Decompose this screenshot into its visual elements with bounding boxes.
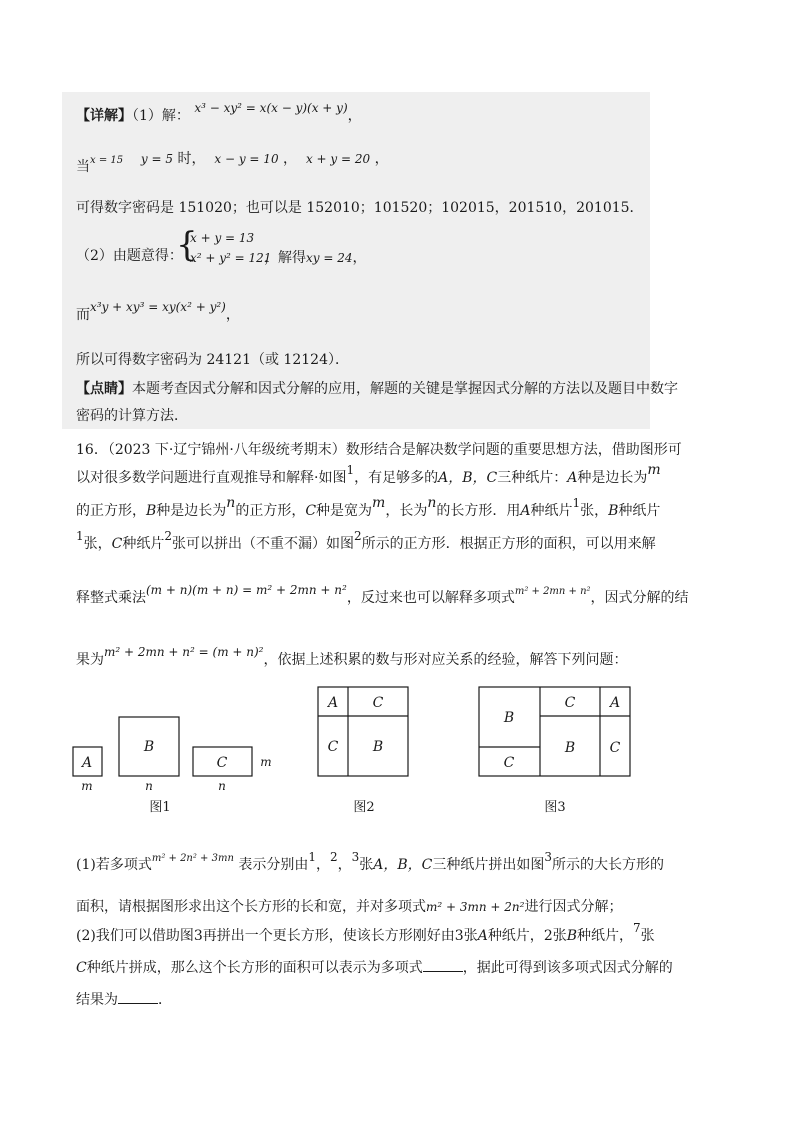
q1-line2-text-b: 进行因式分解； bbox=[524, 899, 623, 915]
q2-count-7: 7 bbox=[633, 921, 641, 935]
q1-sep-1: ， bbox=[316, 857, 330, 873]
comment-text-1: 本题考查因式分解和因式分解的应用，解题的关键是掌握因式分解的方法以及题目中数字 bbox=[132, 381, 678, 397]
q1-text-e: 所示的大长方形的 bbox=[552, 857, 665, 873]
fig1-caption: 图1 bbox=[149, 800, 171, 815]
count-2: 2 bbox=[164, 529, 172, 543]
problem-line-3 bbox=[76, 495, 661, 521]
p4-text-a: 张， bbox=[83, 536, 112, 552]
n-label: n bbox=[226, 495, 236, 511]
fig3-label-b-center: B bbox=[564, 740, 576, 756]
p3-text-a: 的正方形， bbox=[76, 503, 146, 519]
p3-text-e: ，长为 bbox=[385, 503, 428, 519]
fig2-label-c-top: C bbox=[372, 695, 384, 711]
q1-poly: m² + 2n² + 3mn bbox=[151, 853, 234, 864]
fig3-label-c-right: C bbox=[609, 740, 621, 756]
b-label: B bbox=[146, 503, 157, 519]
b-label-2: B bbox=[608, 503, 619, 519]
fig1-dim-n-c: n bbox=[218, 779, 226, 793]
system-eq-2: x² + y² = 121 bbox=[190, 251, 272, 265]
figures-svg bbox=[0, 680, 800, 840]
p1-suffix: ， bbox=[347, 108, 362, 124]
p4-text-d: 所示的正方形．根据正方形的面积，可以用来解 bbox=[361, 536, 656, 552]
p5-text-a: 释整式乘法 bbox=[76, 590, 146, 606]
problem-line-1: 16．（2023 下·辽宁锦州·八年级统考期末）数形结合是解决数学问题的重要思想方法，借助图形可 bbox=[76, 442, 682, 458]
fig1-label-a: A bbox=[81, 755, 93, 771]
q2-line3-text-a: 结果为 bbox=[76, 992, 118, 1008]
q2-text-b: 再拼出一个更长方形，使该长方形刚好由 bbox=[202, 928, 455, 944]
q2-text-e: 张 bbox=[552, 928, 567, 944]
p3-text-b: 种是边长为 bbox=[156, 503, 227, 519]
fig1-dim-n-b: n bbox=[145, 779, 153, 793]
formula-x3-xy2: x³ − xy² = x(x − y)(x + y) bbox=[194, 101, 348, 115]
solution-final-line: 所以可得数字密码为 24121（或 12124）． bbox=[76, 352, 349, 368]
comment-line-2: 密码的计算方法． bbox=[76, 408, 188, 424]
p4-text-c: 张可以拼出（不重不漏）如图 bbox=[172, 536, 354, 552]
q1-sep-2: ， bbox=[337, 857, 352, 873]
p3-text-f: 的长方形．用 bbox=[436, 503, 521, 519]
fig3-label-c-top: C bbox=[564, 695, 576, 711]
q2-text-d: 种纸片， bbox=[487, 928, 544, 944]
question-2-line-1 bbox=[76, 921, 655, 946]
p2-text-c: 三种纸片： bbox=[497, 470, 568, 486]
q2-text-c: 张 bbox=[463, 928, 478, 944]
p2-text-a: 以对很多数学问题进行直观推导和解释·如图 bbox=[76, 470, 347, 486]
q2-text-g: 张 bbox=[640, 928, 655, 944]
fig2-label-b: B bbox=[372, 739, 384, 755]
c-label: C bbox=[305, 503, 317, 519]
solution-line-1 bbox=[76, 101, 362, 126]
p2-suffix-a: ，解得 bbox=[264, 250, 306, 266]
fig1-dim-m-a: m bbox=[81, 779, 93, 793]
detail-label: 【详解】 bbox=[76, 108, 132, 124]
question-2-line-3 bbox=[76, 990, 172, 1010]
fig2-label-a: A bbox=[327, 695, 339, 711]
fig3-label-b-top: B bbox=[503, 710, 515, 726]
n-label-2: n bbox=[427, 495, 437, 511]
p5-text-b: ，反过来也可以解释多项式 bbox=[346, 590, 515, 606]
q2-text-a: (2)我们可以借助图 bbox=[76, 928, 194, 944]
p3-text-h: 张， bbox=[580, 503, 609, 519]
system-eq-1: x + y = 13 bbox=[190, 231, 255, 245]
when-label: 当 bbox=[76, 159, 90, 175]
solution-line-er bbox=[76, 300, 240, 325]
q1-fig-ref: 3 bbox=[544, 850, 553, 864]
fig3-label-a-top: A bbox=[609, 695, 621, 711]
q1-line2-text-a: 面积，请根据图形求出这个长方形的长和宽，并对多项式 bbox=[76, 899, 426, 915]
formula-square-expand: (m + n)(m + n) = m² + 2mn + n² bbox=[146, 583, 347, 597]
p3-text-i: 种纸片 bbox=[618, 503, 661, 519]
q2-count-2: 2 bbox=[543, 928, 553, 944]
fig1-dim-m-c: m bbox=[260, 755, 272, 769]
problem-line-5 bbox=[76, 583, 689, 610]
q2-fig-ref: 3 bbox=[193, 928, 203, 944]
fig3-outer bbox=[479, 687, 630, 776]
system-brace: { bbox=[176, 225, 198, 265]
fig1-label-c: C bbox=[216, 755, 228, 771]
p6-text-a: 果为 bbox=[76, 652, 104, 668]
q1-count-3: 3 bbox=[351, 850, 360, 864]
fig-ref-2: 2 bbox=[354, 529, 362, 543]
comment-line-1 bbox=[76, 379, 678, 399]
y-value: y = 5 bbox=[140, 152, 174, 166]
a-label: A bbox=[567, 470, 578, 486]
abc-label: A，B，C bbox=[438, 470, 498, 486]
solution-codes-line: 可得数字密码是 151020；也可以是 152010；101520；102015，201510，201015． bbox=[76, 200, 644, 216]
fig2-label-c-left: C bbox=[327, 739, 339, 755]
q1-line2-poly: m² + 3mn + 2n² bbox=[426, 900, 525, 914]
count-1: 1 bbox=[572, 496, 581, 510]
when-suffix: 时， bbox=[177, 151, 206, 167]
xy-result: xy = 24 bbox=[306, 251, 353, 265]
question-2-line-2 bbox=[76, 958, 673, 978]
p4-text-b: 种纸片 bbox=[122, 536, 165, 552]
fig-ref-1: 1 bbox=[346, 463, 355, 477]
p3-text-c: 的正方形， bbox=[235, 503, 306, 519]
q2-c: C bbox=[76, 960, 87, 976]
part2-result-line bbox=[264, 248, 367, 268]
x-minus-y: x − y = 10 bbox=[214, 152, 279, 166]
part2-prefix: （2）由题意得： bbox=[76, 248, 183, 264]
solution-line-2 bbox=[76, 151, 389, 179]
fig2-caption: 图2 bbox=[353, 800, 375, 815]
q1-text-b: 表示分别由 bbox=[238, 857, 309, 873]
fig3-caption: 图3 bbox=[544, 800, 566, 815]
solution-line-part2 bbox=[76, 246, 183, 266]
comma-2: ， bbox=[374, 151, 389, 167]
q2-count-3: 3 bbox=[454, 928, 464, 944]
question-1-line-1 bbox=[76, 850, 665, 877]
m-label-2: m bbox=[372, 495, 386, 511]
count-1b: 1 bbox=[76, 529, 84, 543]
formula-x3y-xy3: x³y + xy³ = xy(x² + y²) bbox=[90, 300, 226, 314]
poly-m2-2mn-n2: m² + 2mn + n² bbox=[514, 586, 591, 597]
formula-square-factor: m² + 2mn + n² = (m + n)² bbox=[104, 645, 264, 659]
question-1-line-2 bbox=[76, 897, 622, 917]
fig1-label-b: B bbox=[143, 739, 155, 755]
q2-text-f: 种纸片， bbox=[577, 928, 634, 944]
q2-a: A bbox=[477, 928, 488, 944]
er-suffix: ， bbox=[225, 307, 240, 323]
answer-blank-1[interactable] bbox=[423, 959, 463, 972]
q1-abc: A，B，C bbox=[373, 857, 433, 873]
x-plus-y: x + y = 20 bbox=[305, 152, 371, 166]
p3-text-g: 种纸片 bbox=[530, 503, 573, 519]
p6-text-b: ，依据上述积累的数与形对应关系的经验，解答下列问题： bbox=[263, 652, 628, 668]
q2-line3-text-b: ． bbox=[158, 992, 172, 1008]
er-label: 而 bbox=[76, 307, 90, 323]
p2-suffix-b: ， bbox=[352, 250, 367, 266]
a-label-2: A bbox=[520, 503, 531, 519]
q2-b: B bbox=[566, 928, 578, 944]
problem-line-4 bbox=[76, 529, 656, 554]
problem-line-6 bbox=[76, 645, 628, 670]
fig3-label-c-bottom: C bbox=[503, 755, 515, 771]
q2-line2-text-a: 种纸片拼成，那么这个长方形的面积可以表示为多项式 bbox=[86, 960, 423, 976]
q1-text-a: (1)若多项式 bbox=[76, 857, 152, 873]
p2-text-b: ，有足够多的 bbox=[354, 470, 439, 486]
answer-blank-2[interactable] bbox=[118, 991, 158, 1004]
problem-line-2 bbox=[76, 462, 661, 488]
comma-1: ， bbox=[283, 151, 298, 167]
q1-count-1: 1 bbox=[308, 850, 316, 864]
m-label: m bbox=[647, 462, 661, 478]
part1-prefix: （1）解： bbox=[132, 108, 190, 124]
p3-text-d: 种是宽为 bbox=[316, 503, 373, 519]
q1-text-d: 三种纸片拼出如图 bbox=[432, 857, 545, 873]
q1-text-c: 张 bbox=[359, 857, 374, 873]
q2-line2-text-b: ，据此可得到该多项式因式分解的 bbox=[462, 960, 673, 976]
p5-text-c: ，因式分解的结 bbox=[590, 590, 689, 606]
x-value: x = 15 bbox=[90, 155, 124, 166]
q1-count-2: 2 bbox=[330, 850, 338, 864]
c-label-2: C bbox=[111, 536, 123, 552]
p2-text-d: 种是边长为 bbox=[577, 470, 648, 486]
comment-label: 【点睛】 bbox=[76, 381, 132, 397]
